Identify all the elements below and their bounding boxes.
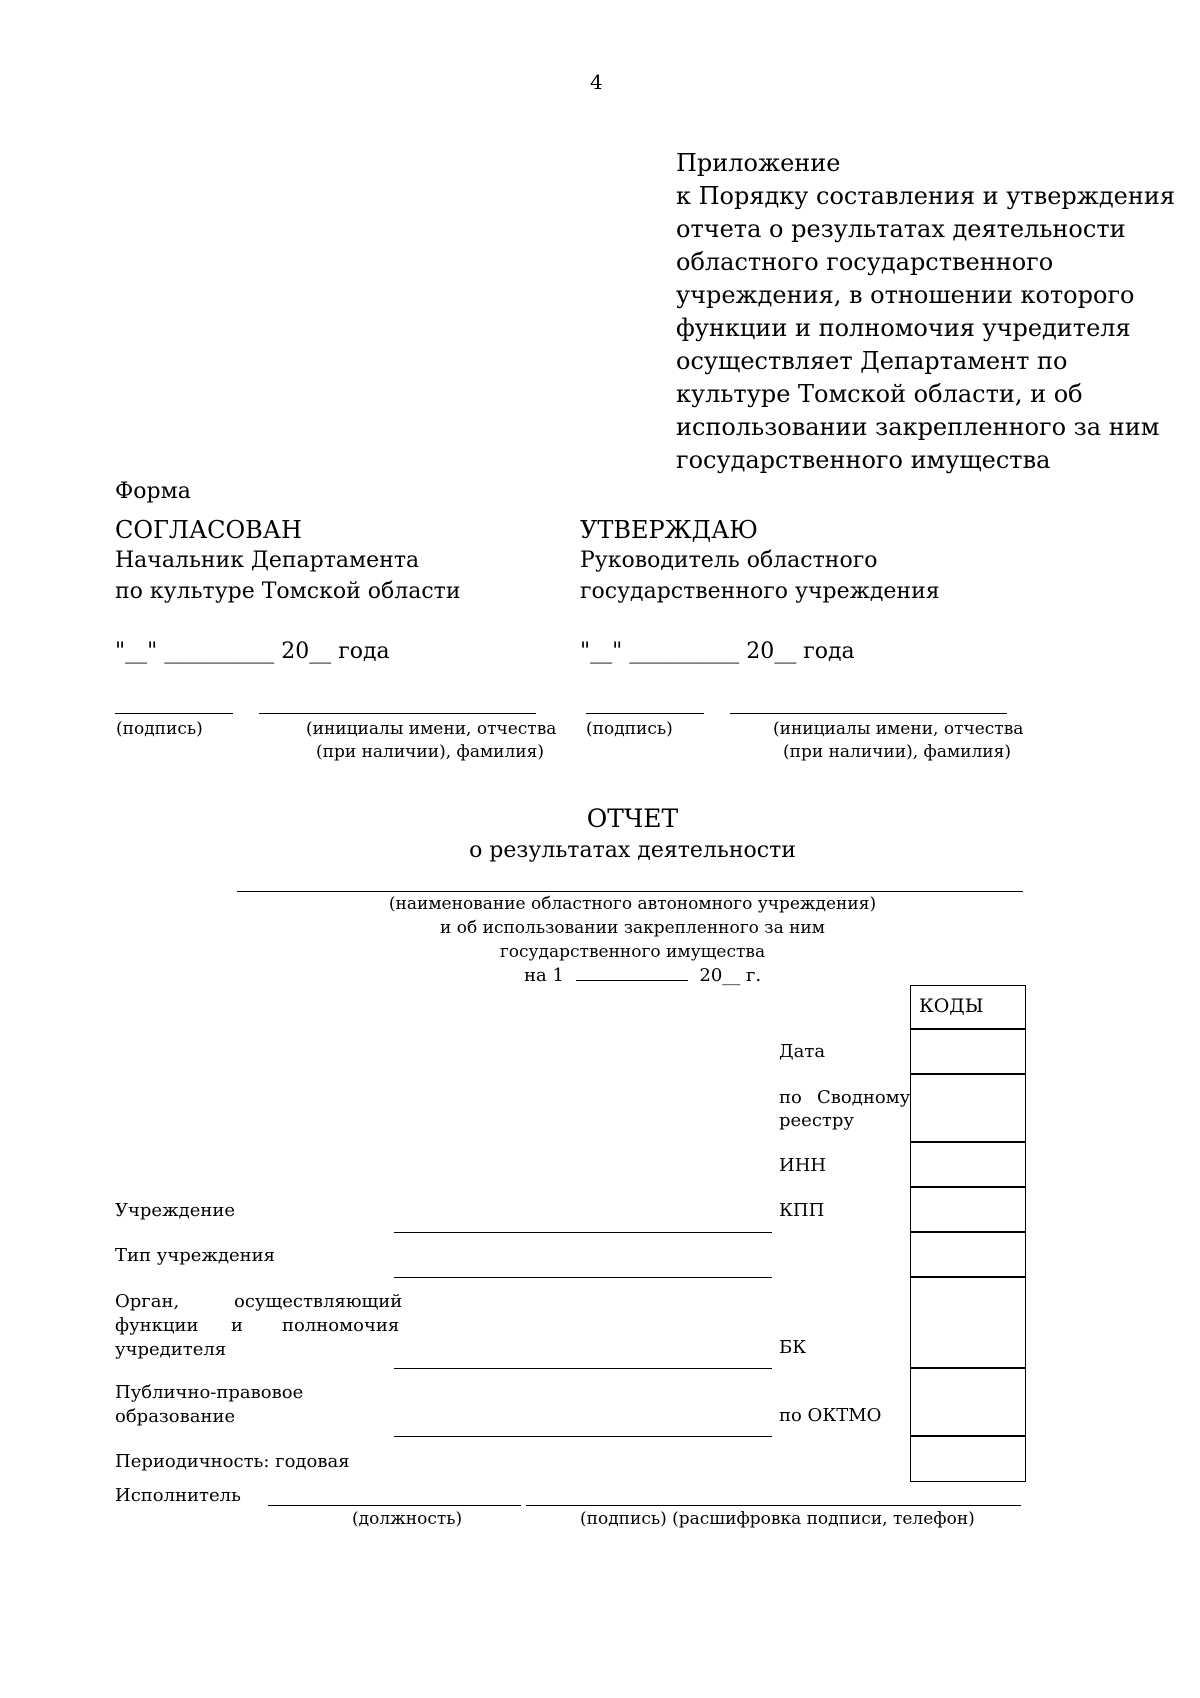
code-cell-type[interactable] [910,1231,1026,1278]
confirm-line: Руководитель областного [580,548,878,573]
code-cell-oktmo[interactable] [910,1367,1026,1437]
confirm-heading: УТВЕРЖДАЮ [580,516,758,544]
institution-line[interactable] [394,1232,772,1233]
name-caption: (инициалы имени, отчества [306,719,557,739]
appendix-line: использовании закрепленного за ним [676,413,1160,441]
codes-header-cell [910,985,1026,1030]
approved-line: Начальник Департамента [115,548,420,573]
form-label: Форма [115,479,191,504]
code-label-registry: Сводному [817,1087,911,1108]
public-entity-label: образование [115,1406,236,1427]
approved-line: по культуре Томской области [115,579,461,604]
signature-caption: (подпись) [116,719,203,739]
report-caption: и об использовании закрепленного за ним [440,918,825,938]
organ-label: учредителя [115,1339,227,1360]
report-title: ОТЧЕТ [586,804,679,833]
appendix-line: осуществляет Департамент по [676,347,1068,375]
appendix-line: государственного имущества [676,446,1051,474]
code-label-date: Дата [779,1041,826,1062]
name-caption: (при наличии), фамилия) [316,742,544,762]
periodicity-label: Периодичность: годовая [115,1451,350,1472]
confirm-line: государственного учреждения [580,579,940,604]
executor-label: Исполнитель [115,1485,241,1506]
institution-type-line[interactable] [394,1277,772,1278]
executor-signature-line[interactable] [526,1505,1021,1506]
code-label-oktmo: по ОКТМО [779,1405,882,1426]
appendix-line: областного государственного [676,248,1054,276]
appendix-title: Приложение [676,149,841,177]
signature-caption: (подпись) [586,719,673,739]
report-caption: государственного имущества [499,942,766,962]
organ-label: функции [115,1315,199,1336]
appendix-line: культуре Томской области, и об [676,380,1083,408]
code-label-kpp: КПП [779,1200,825,1221]
page-number: 4 [590,70,603,94]
executor-position-line[interactable] [268,1505,521,1506]
report-date [524,964,761,988]
report-date-prefix: на 1 [524,965,564,986]
report-date-suffix: 20__ г. [699,965,762,986]
appendix-line: отчета о результатах деятельности [676,215,1126,243]
code-cell-date[interactable] [910,1028,1026,1075]
appendix-line: к Порядку составления и утверждения [676,182,1175,210]
organ-label: осуществляющий [234,1291,403,1312]
code-label-registry: реестру [779,1110,854,1131]
organ-line[interactable] [394,1368,772,1369]
organ-label: и [231,1315,243,1336]
public-entity-label: Публично-правовое [115,1382,304,1403]
appendix-line: учреждения, в отношении которого [676,281,1135,309]
organ-label: полномочия [282,1315,400,1336]
name-caption: (при наличии), фамилия) [783,742,1011,762]
code-label-inn: ИНН [779,1155,827,1176]
code-cell-bk[interactable] [910,1276,1026,1369]
institution-type-label: Тип учреждения [115,1245,276,1266]
institution-label: Учреждение [115,1200,236,1221]
approved-date: "__" __________ 20__ года [115,639,390,664]
organ-label: Орган, [115,1291,180,1312]
code-cell-periodicity[interactable] [910,1435,1026,1482]
appendix-line: функции и полномочия учредителя [676,314,1131,342]
codes-header: КОДЫ [919,995,984,1017]
code-cell-kpp[interactable] [910,1186,1026,1233]
position-caption: (должность) [352,1509,463,1529]
name-caption: (инициалы имени, отчества [773,719,1024,739]
code-cell-inn[interactable] [910,1141,1026,1188]
signature-phone-caption: (подпись) (расшифровка подписи, телефон) [580,1509,975,1529]
code-label-registry: по [779,1087,802,1108]
report-caption: (наименование областного автономного учреждения) [388,894,877,914]
approved-heading: СОГЛАСОВАН [115,516,302,544]
public-entity-line[interactable] [394,1436,772,1437]
confirm-date: "__" __________ 20__ года [580,639,855,664]
report-subtitle: о результатах деятельности [469,838,796,863]
code-label-bk: БК [779,1337,807,1358]
code-cell-registry[interactable] [910,1073,1026,1143]
